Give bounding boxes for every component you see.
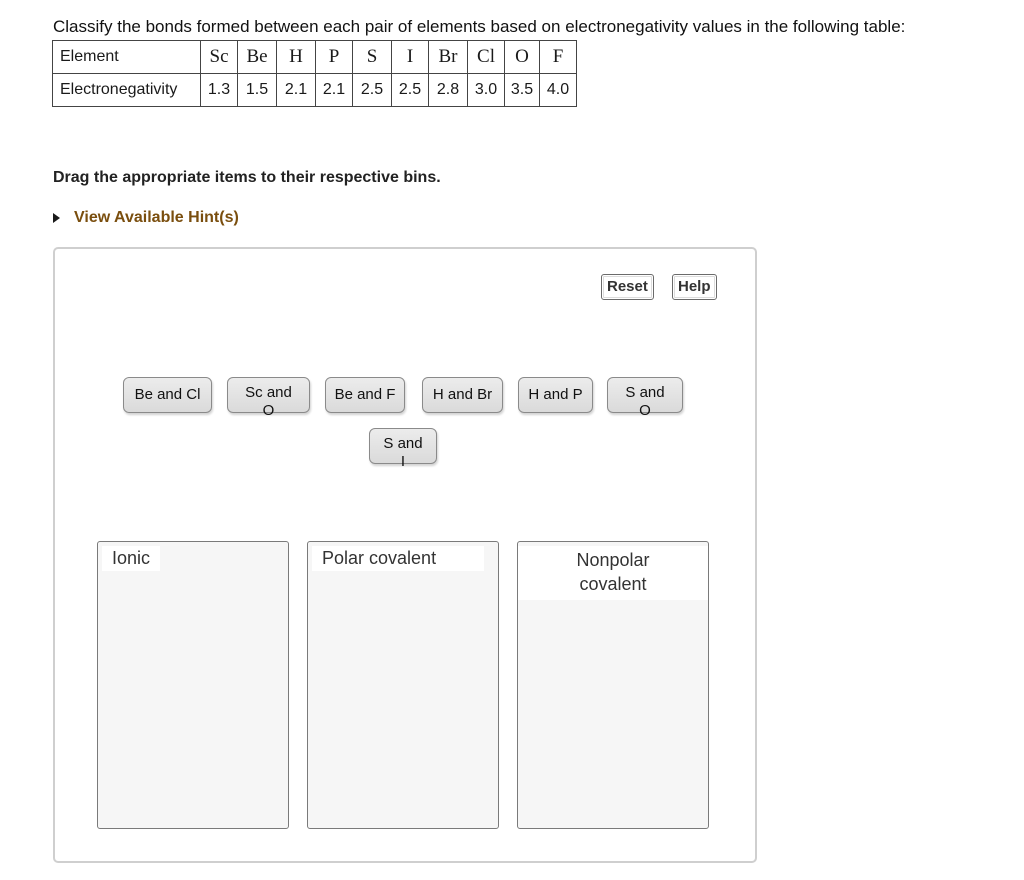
item-subscript: O — [639, 402, 651, 419]
row-label-element: Element — [53, 41, 201, 74]
value-cell: 2.1 — [277, 74, 316, 107]
value-cell: 2.5 — [353, 74, 392, 107]
electronegativity-table — [52, 40, 577, 107]
draggable-item-s-i[interactable] — [369, 428, 437, 470]
bin-ionic[interactable] — [97, 541, 289, 829]
view-hints-link[interactable] — [53, 209, 239, 227]
draggable-item-sc-o[interactable] — [227, 377, 310, 419]
value-cell: 2.1 — [316, 74, 353, 107]
row-label-electronegativity: Electronegativity — [53, 74, 201, 107]
item-label: H and P — [528, 386, 583, 403]
item-subscript: I — [400, 453, 406, 470]
value-cell: 4.0 — [540, 74, 577, 107]
bin-label: Polar covalent — [312, 546, 484, 571]
instruction-text: Drag the appropriate items to their respective bins. — [53, 169, 441, 186]
element-cell: P — [316, 41, 353, 74]
element-row — [53, 41, 577, 74]
question-prompt: Classify the bonds formed between each pair of elements based on electronegativity values in the following table: — [53, 17, 906, 36]
item-label: S and — [383, 435, 423, 452]
item-label: H and Br — [432, 386, 493, 403]
item-label: Be and Cl — [134, 386, 201, 403]
bin-label — [518, 546, 708, 600]
draggable-item-h-br[interactable] — [422, 377, 503, 413]
value-cell: 3.5 — [505, 74, 540, 107]
draggable-item-s-o[interactable] — [607, 377, 683, 419]
element-cell: Cl — [468, 41, 505, 74]
item-label: S and — [625, 384, 665, 401]
element-cell: Br — [429, 41, 468, 74]
bin-nonpolar-covalent[interactable] — [517, 541, 709, 829]
element-cell: F — [540, 41, 577, 74]
item-subscript: O — [262, 402, 275, 419]
element-cell: Be — [238, 41, 277, 74]
help-button[interactable]: Help — [672, 274, 717, 300]
caret-right-icon — [53, 213, 60, 223]
bin-polar-covalent[interactable] — [307, 541, 499, 829]
bin-label: Ionic — [102, 546, 160, 571]
view-hints-label: View Available Hint(s) — [74, 209, 239, 226]
bin-label-text: Nonpolar covalent — [576, 550, 650, 594]
item-label: Sc and — [245, 384, 292, 401]
element-cell: H — [277, 41, 316, 74]
draggable-item-be-cl[interactable] — [123, 377, 212, 413]
value-cell: 1.3 — [201, 74, 238, 107]
electronegativity-row — [53, 74, 577, 107]
element-cell: O — [505, 41, 540, 74]
reset-button[interactable]: Reset — [601, 274, 654, 300]
element-cell: I — [392, 41, 429, 74]
item-label: Be and F — [334, 386, 396, 403]
value-cell: 3.0 — [468, 74, 505, 107]
draggable-item-be-f[interactable] — [325, 377, 405, 413]
value-cell: 2.5 — [392, 74, 429, 107]
value-cell: 1.5 — [238, 74, 277, 107]
element-cell: S — [353, 41, 392, 74]
draggable-item-h-p[interactable] — [518, 377, 593, 413]
element-cell: Sc — [201, 41, 238, 74]
value-cell: 2.8 — [429, 74, 468, 107]
